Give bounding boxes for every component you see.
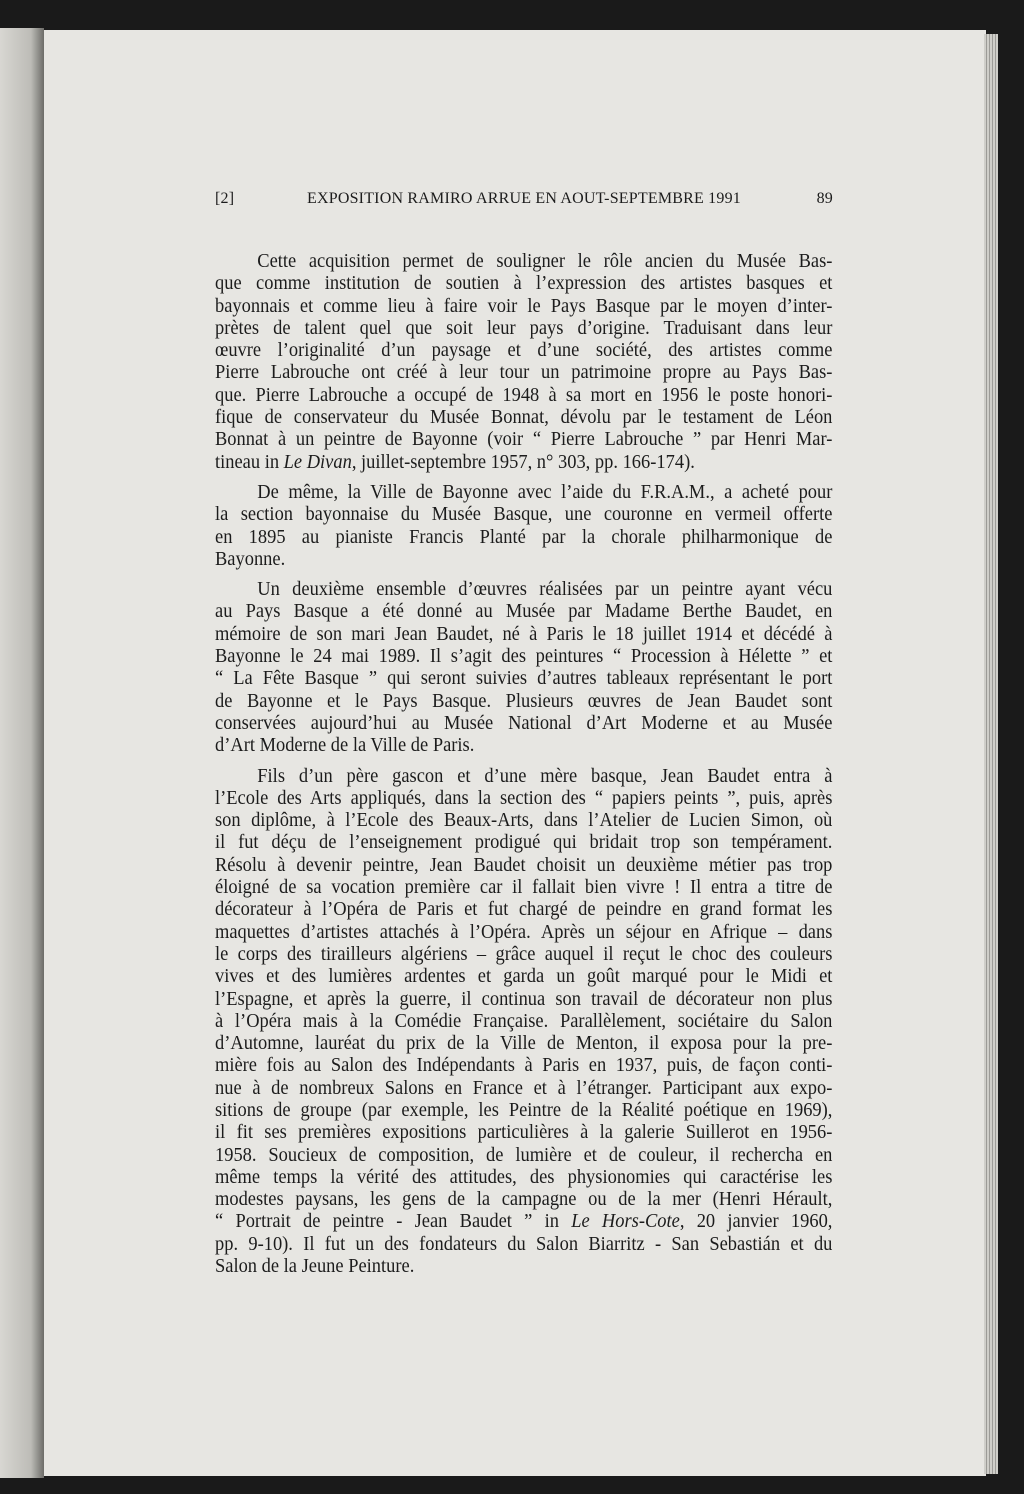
text-line: d’Automne, lauréat du prix de la Ville de Menton, il exposa pour la pre- <box>215 1032 833 1055</box>
text-line: mémoire de son mari Jean Baudet, né à Paris le 18 juillet 1914 et décédé à <box>215 622 833 645</box>
paragraph <box>215 250 832 473</box>
paragraph <box>215 481 832 570</box>
italic-title: Le Divan <box>283 450 352 473</box>
text-line: il fit ses premières expositions particulières à la galerie Suillerot en 1956- <box>215 1121 833 1144</box>
text-line: à l’Opéra mais à la Comédie Française. Parallèlement, sociétaire du Salon <box>215 1009 833 1032</box>
text-line <box>215 451 832 473</box>
text-line: Cette acquisition permet de souligner le rôle ancien du Musée Bas- <box>257 250 833 272</box>
text-line: Pierre Labrouche ont créé à leur tour un patrimoine propre au Pays Bas- <box>215 361 833 384</box>
text-line: œuvre l’originalité d’un paysage et d’une société, des artistes comme <box>215 339 833 362</box>
page-stack-edges <box>984 34 998 1474</box>
text-line: Bayonne. <box>215 547 286 570</box>
italic-title: Le Hors-Cote <box>571 1210 680 1233</box>
text-segment: , 20 janvier 1960, <box>679 1210 833 1233</box>
text-segment: tineau in <box>215 450 284 473</box>
text-line: vives et des lumières ardentes et garda un goût marqué pour le Midi et <box>215 965 833 988</box>
paragraph <box>215 578 832 756</box>
text-line: Résolu à devenir peintre, Jean Baudet choisit un deuxième métier pas trop <box>215 853 833 876</box>
text-line: que. Pierre Labrouche a occupé de 1948 à sa mort en 1956 le poste honori- <box>215 383 833 406</box>
text-line: maquettes d’artistes attachés à l’Opéra. Après un séjour en Afrique – dans <box>215 920 833 943</box>
text-line: l’Espagne, et après la guerre, il continua son travail de décorateur non plus <box>215 987 833 1010</box>
section-number: [2] <box>215 190 235 207</box>
text-segment: “ Portrait de peintre - Jean Baudet ” in <box>215 1210 572 1233</box>
text-line: De même, la Ville de Bayonne avec l’aide du F.R.A.M., a acheté pour <box>257 480 833 503</box>
text-line: en 1895 au pianiste Francis Planté par la chorale philharmonique de <box>215 525 833 548</box>
text-line: de Bayonne et le Pays Basque. Plusieurs œuvres de Jean Baudet sont <box>215 689 833 712</box>
running-title: EXPOSITION RAMIRO ARRUE EN AOUT-SEPTEMBRE 1991 <box>307 190 741 207</box>
text-line: pp. 9-10). Il fut un des fondateurs du Salon Biarritz - San Sebastián et du <box>215 1232 833 1255</box>
text-line: nue à de nombreux Salons en France et à l’étranger. Participant aux expo- <box>215 1076 833 1099</box>
text-line: que comme institution de soutien à l’expression des artistes basques et <box>215 272 833 295</box>
text-line: Bayonne le 24 mai 1989. Il s’agit des peintures “ Procession à Hélette ” et <box>215 645 833 668</box>
paragraph <box>215 765 832 1278</box>
running-header <box>215 190 833 214</box>
text-line: la section bayonnaise du Musée Basque, une couronne en vermeil offerte <box>215 503 833 526</box>
text-line: le corps des tirailleurs algériens – grâce auquel il reçut le choc des couleurs <box>215 942 833 965</box>
facing-page-edge <box>0 28 44 1478</box>
text-line: Fils d’un père gascon et d’une mère basque, Jean Baudet entra à <box>257 764 833 787</box>
text-segment: , juillet-septembre 1957, n° 303, pp. 166-174). <box>351 450 695 473</box>
text-line: modestes paysans, les gens de la campagne ou de la mer (Henri Hérault, <box>215 1188 833 1211</box>
text-line: “ La Fête Basque ” qui seront suivies d’autres tableaux représentant le port <box>215 667 833 690</box>
text-line <box>215 1210 832 1232</box>
text-line: prètes de talent quel que soit leur pays d’origine. Traduisant dans leur <box>215 316 833 339</box>
text-line: Un deuxième ensemble d’œuvres réalisées par un peintre ayant vécu <box>257 578 833 601</box>
text-line: son diplôme, à l’Ecole des Beaux-Arts, dans l’Atelier de Lucien Simon, où <box>215 809 833 832</box>
text-line: bayonnais et comme lieu à faire voir le Pays Basque par le moyen d’inter- <box>215 294 833 317</box>
text-line: l’Ecole des Arts appliqués, dans la section des “ papiers peints ”, puis, après <box>215 786 833 809</box>
text-line: éloigné de sa vocation première car il fallait bien vivre ! Il entra a titre de <box>215 876 833 899</box>
text-line: décorateur à l’Opéra de Paris et fut chargé de peindre en grand format les <box>215 898 833 921</box>
text-line: conservées aujourd’hui au Musée National d’Art Moderne et au Musée <box>215 711 833 734</box>
text-line: 1958. Soucieux de composition, de lumière et de couleur, il rechercha en <box>215 1143 833 1166</box>
text-line: Bonnat à un peintre de Bayonne (voir “ Pierre Labrouche ” par Henri Mar- <box>215 428 833 451</box>
text-line: même temps la vérité des attitudes, des physionomies qui caractérise les <box>215 1165 833 1188</box>
text-line: mière fois au Salon des Indépendants à Paris en 1937, puis, de façon conti- <box>215 1054 833 1077</box>
body-text <box>215 250 832 1285</box>
text-line: fique de conservateur du Musée Bonnat, dévolu par le testament de Léon <box>215 406 833 429</box>
text-line: Salon de la Jeune Peinture. <box>215 1255 415 1278</box>
page-number: 89 <box>816 190 833 207</box>
text-line: au Pays Basque a été donné au Musée par Madame Berthe Baudet, en <box>215 600 833 623</box>
text-line: il fut déçu de l’enseignement prodigué qui bridait trop son tempérament. <box>215 831 833 854</box>
text-line: d’Art Moderne de la Ville de Paris. <box>215 734 475 757</box>
text-line: sitions de groupe (par exemple, les Peintre de la Réalité poétique en 1969), <box>215 1098 833 1121</box>
